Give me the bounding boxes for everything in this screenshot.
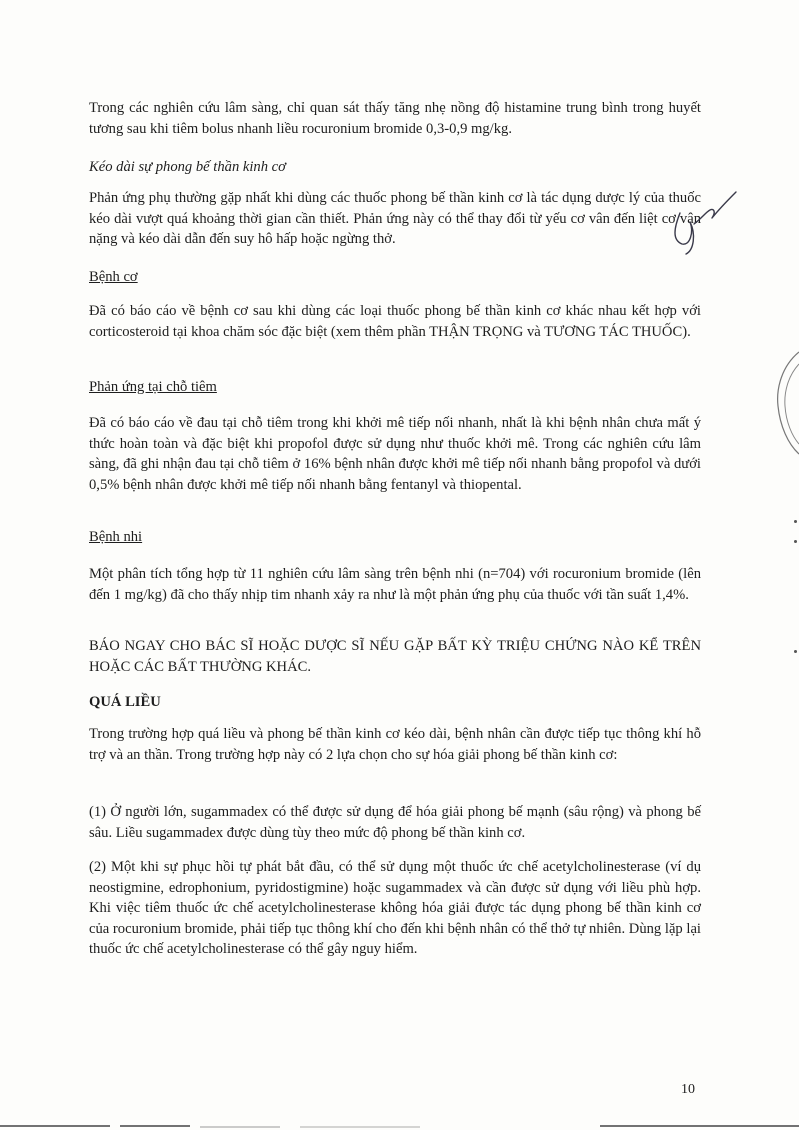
margin-dot bbox=[794, 540, 797, 543]
paragraph-prolonged-blockade: Phản ứng phụ thường gặp nhất khi dùng các thuốc phong bế thần kinh cơ là tác dụng dược lý của thuốc kéo dài vượt quá khoảng thời gian cần thiết. Phản ứng này có thể thay đổi từ yếu cơ vân đến liệt cơ vân nặng và kéo dài dẫn đến suy hô hấp hoặc ngừng thở. bbox=[89, 190, 701, 247]
heading-pediatrics: Bệnh nhi bbox=[89, 529, 143, 545]
paragraph-histamine: Trong các nghiên cứu lâm sàng, chỉ quan sát thấy tăng nhẹ nồng độ histamine trung bình trong huyết tương sau khi tiêm bolus nhanh liều rocuronium bromide 0,3-0,9 mg/kg. bbox=[89, 100, 701, 137]
page-number: 10 bbox=[681, 1082, 695, 1097]
scan-edge-marks bbox=[0, 1122, 799, 1130]
heading-overdose: QUÁ LIỀU bbox=[89, 694, 161, 710]
paragraph-overdose-option-1: (1) Ở người lớn, sugammadex có thể được sử dụng để hóa giải phong bế mạnh (sâu rộng) và phong bế sâu. Liều sugammadex được dùng tùy theo mức độ phong bế thần kinh cơ. bbox=[89, 804, 701, 841]
heading-injection-site: Phản ứng tại chỗ tiêm bbox=[89, 379, 217, 395]
margin-dot bbox=[794, 650, 797, 653]
paragraph-overdose-intro: Trong trường hợp quá liều và phong bế thần kinh cơ kéo dài, bệnh nhân cần được tiếp tục thông khí hỗ trợ và an thần. Trong trường hợp này có 2 lựa chọn cho sự hóa giải phong bế thần kinh cơ: bbox=[89, 726, 701, 763]
heading-prolonged-blockade: Kéo dài sự phong bế thần kinh cơ bbox=[89, 159, 286, 175]
paragraph-report-warning: BÁO NGAY CHO BÁC SĨ HOẶC DƯỢC SĨ NẾU GẶP BẤT KỲ TRIỆU CHỨNG NÀO KỂ TRÊN HOẶC CÁC BẤT THƯỜNG KHÁC. bbox=[89, 638, 701, 675]
heading-myopathy: Bệnh cơ bbox=[89, 269, 138, 285]
signature-mark bbox=[650, 188, 740, 258]
paragraph-pediatrics: Một phân tích tổng hợp từ 11 nghiên cứu lâm sàng trên bệnh nhi (n=704) với rocuronium bromide (lên đến 1 mg/kg) đã cho thấy nhịp tim nhanh xảy ra như là một phản ứng phụ của thuốc với tần suất 1,4%. bbox=[89, 566, 701, 603]
stamp-mark bbox=[770, 348, 799, 458]
paragraph-injection-site: Đã có báo cáo về đau tại chỗ tiêm trong khi khởi mê tiếp nối nhanh, nhất là khi bệnh nhân chưa mất ý thức hoàn toàn và đặc biệt khi propofol được sử dụng như thuốc khởi mê. Trong các nghiên cứu lâm sàng, đã ghi nhận đau tại chỗ tiêm ở 16% bệnh nhân được khởi mê tiếp nối nhanh bằng propofol và dưới 0,5% bệnh nhân được khởi mê tiếp nối nhanh bằng fentanyl và thiopental. bbox=[89, 415, 701, 493]
paragraph-overdose-option-2: (2) Một khi sự phục hồi tự phát bắt đầu, có thể sử dụng một thuốc ức chế acetylcholinesterase (ví dụ neostigmine, edrophonium, pyridostigmine) hoặc sugammadex và cần được sử dụng với liều phù hợp. Khi việc tiêm thuốc ức chế acetylcholinesterase không hóa giải được tác dụng phong bế thần kinh cơ của rocuronium bromide, phải tiếp tục thông khí cho đến khi bệnh nhân có thể thở tự nhiên. Dùng lặp lại thuốc ức chế acetylcholinesterase có thể gây nguy hiểm. bbox=[89, 859, 701, 957]
paragraph-myopathy: Đã có báo cáo về bệnh cơ sau khi dùng các loại thuốc phong bế thần kinh cơ khác nhau kết hợp với corticosteroid tại khoa chăm sóc đặc biệt (xem thêm phần THẬN TRỌNG và TƯƠNG TÁC THUỐC). bbox=[89, 303, 701, 340]
margin-dot bbox=[794, 520, 797, 523]
